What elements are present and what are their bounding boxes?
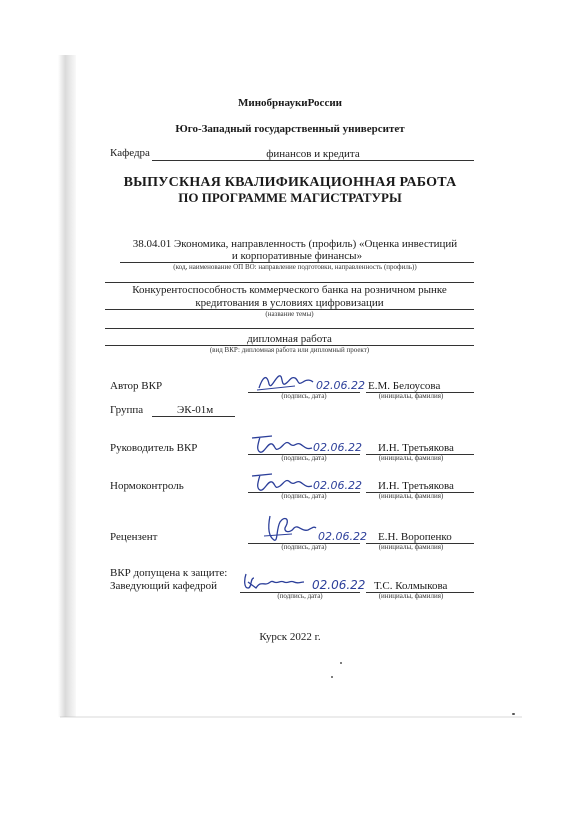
admission-name-caption: (инициалы, фамилия) bbox=[378, 592, 444, 600]
admission-sign-caption: (подпись, дата) bbox=[277, 592, 323, 600]
work-type-caption: (вид ВКР: дипломная работа или дипломный проект) bbox=[209, 346, 370, 354]
admission-signature bbox=[242, 570, 306, 592]
scan-speck bbox=[331, 676, 333, 678]
author-name-caption: (инициалы, фамилия) bbox=[378, 392, 444, 400]
reviewer-label: Рецензент bbox=[110, 531, 158, 543]
author-name: Е.М. Белоусова bbox=[368, 380, 441, 392]
work-type-value: дипломная работа bbox=[247, 333, 332, 345]
city-year: Курск 2022 г. bbox=[259, 631, 321, 643]
university-heading: Юго-Западный государственный университет bbox=[175, 123, 405, 135]
admission-label: ВКР допущена к защите: bbox=[110, 567, 228, 579]
supervisor-name-caption: (инициалы, фамилия) bbox=[378, 454, 444, 462]
topic-top-line bbox=[105, 282, 474, 283]
supervisor-signature bbox=[250, 432, 314, 456]
admission-signature-date: 02.06.22 bbox=[312, 578, 366, 592]
supervisor-label: Руководитель ВКР bbox=[110, 442, 198, 454]
ministry-heading: МинобрнаукиРоссии bbox=[237, 97, 343, 109]
page-bottom-edge bbox=[60, 716, 522, 718]
reviewer-name-caption: (инициалы, фамилия) bbox=[378, 543, 444, 551]
document-title-line1: ВЫПУСКНАЯ КВАЛИФИКАЦИОННАЯ РАБОТА bbox=[123, 175, 457, 190]
department-label: Кафедра bbox=[110, 147, 150, 159]
supervisor-signature-date: 02.06.22 bbox=[313, 441, 362, 454]
document-title-line2: ПО ПРОГРАММЕ МАГИСТРАТУРЫ bbox=[178, 190, 402, 205]
page-edge-shadow bbox=[58, 55, 76, 717]
scan-speck bbox=[340, 662, 342, 664]
group-underline bbox=[152, 416, 235, 417]
department-value: финансов и кредита bbox=[266, 148, 360, 160]
program-caption: (код, наименование ОП ВО: направление подготовки, направленность (профиль)) bbox=[173, 263, 417, 271]
reviewer-signature-date: 02.06.22 bbox=[318, 530, 367, 543]
supervisor-sign-caption: (подпись, дата) bbox=[281, 454, 327, 462]
scan-speck bbox=[512, 713, 515, 715]
topic-blank-line bbox=[105, 328, 474, 329]
author-signature bbox=[255, 370, 315, 394]
normcontrol-name: И.Н. Третьякова bbox=[378, 480, 454, 492]
reviewer-signature bbox=[262, 510, 318, 544]
group-label: Группа bbox=[110, 404, 144, 416]
normcontrol-signature-date: 02.06.22 bbox=[313, 479, 362, 492]
author-sign-caption: (подпись, дата) bbox=[281, 392, 327, 400]
reviewer-name: Е.Н. Воропенко bbox=[378, 531, 452, 543]
head-of-department-label: Заведующий кафедрой bbox=[110, 580, 217, 592]
normcontrol-label: Нормоконтроль bbox=[110, 480, 184, 492]
supervisor-name: И.Н. Третьякова bbox=[378, 442, 454, 454]
normcontrol-signature bbox=[250, 470, 314, 494]
topic-caption: (название темы) bbox=[265, 310, 314, 318]
program-line2: и корпоративные финансы» bbox=[231, 250, 363, 262]
head-of-department-name: Т.С. Колмыкова bbox=[374, 580, 448, 592]
author-label: Автор ВКР bbox=[110, 380, 163, 392]
author-signature-date: 02.06.22 bbox=[316, 379, 365, 392]
normcontrol-name-caption: (инициалы, фамилия) bbox=[378, 492, 444, 500]
department-underline bbox=[152, 160, 474, 161]
topic-line1: Конкурентоспособность коммерческого банка на розничном рынке bbox=[132, 284, 447, 296]
reviewer-sign-caption: (подпись, дата) bbox=[281, 543, 327, 551]
group-value: ЭК-01м bbox=[177, 404, 214, 416]
topic-line2: кредитования в условиях цифровизации bbox=[195, 297, 384, 309]
program-line1: 38.04.01 Экономика, направленность (профиль) «Оценка инвестиций bbox=[132, 238, 458, 250]
normcontrol-sign-caption: (подпись, дата) bbox=[281, 492, 327, 500]
